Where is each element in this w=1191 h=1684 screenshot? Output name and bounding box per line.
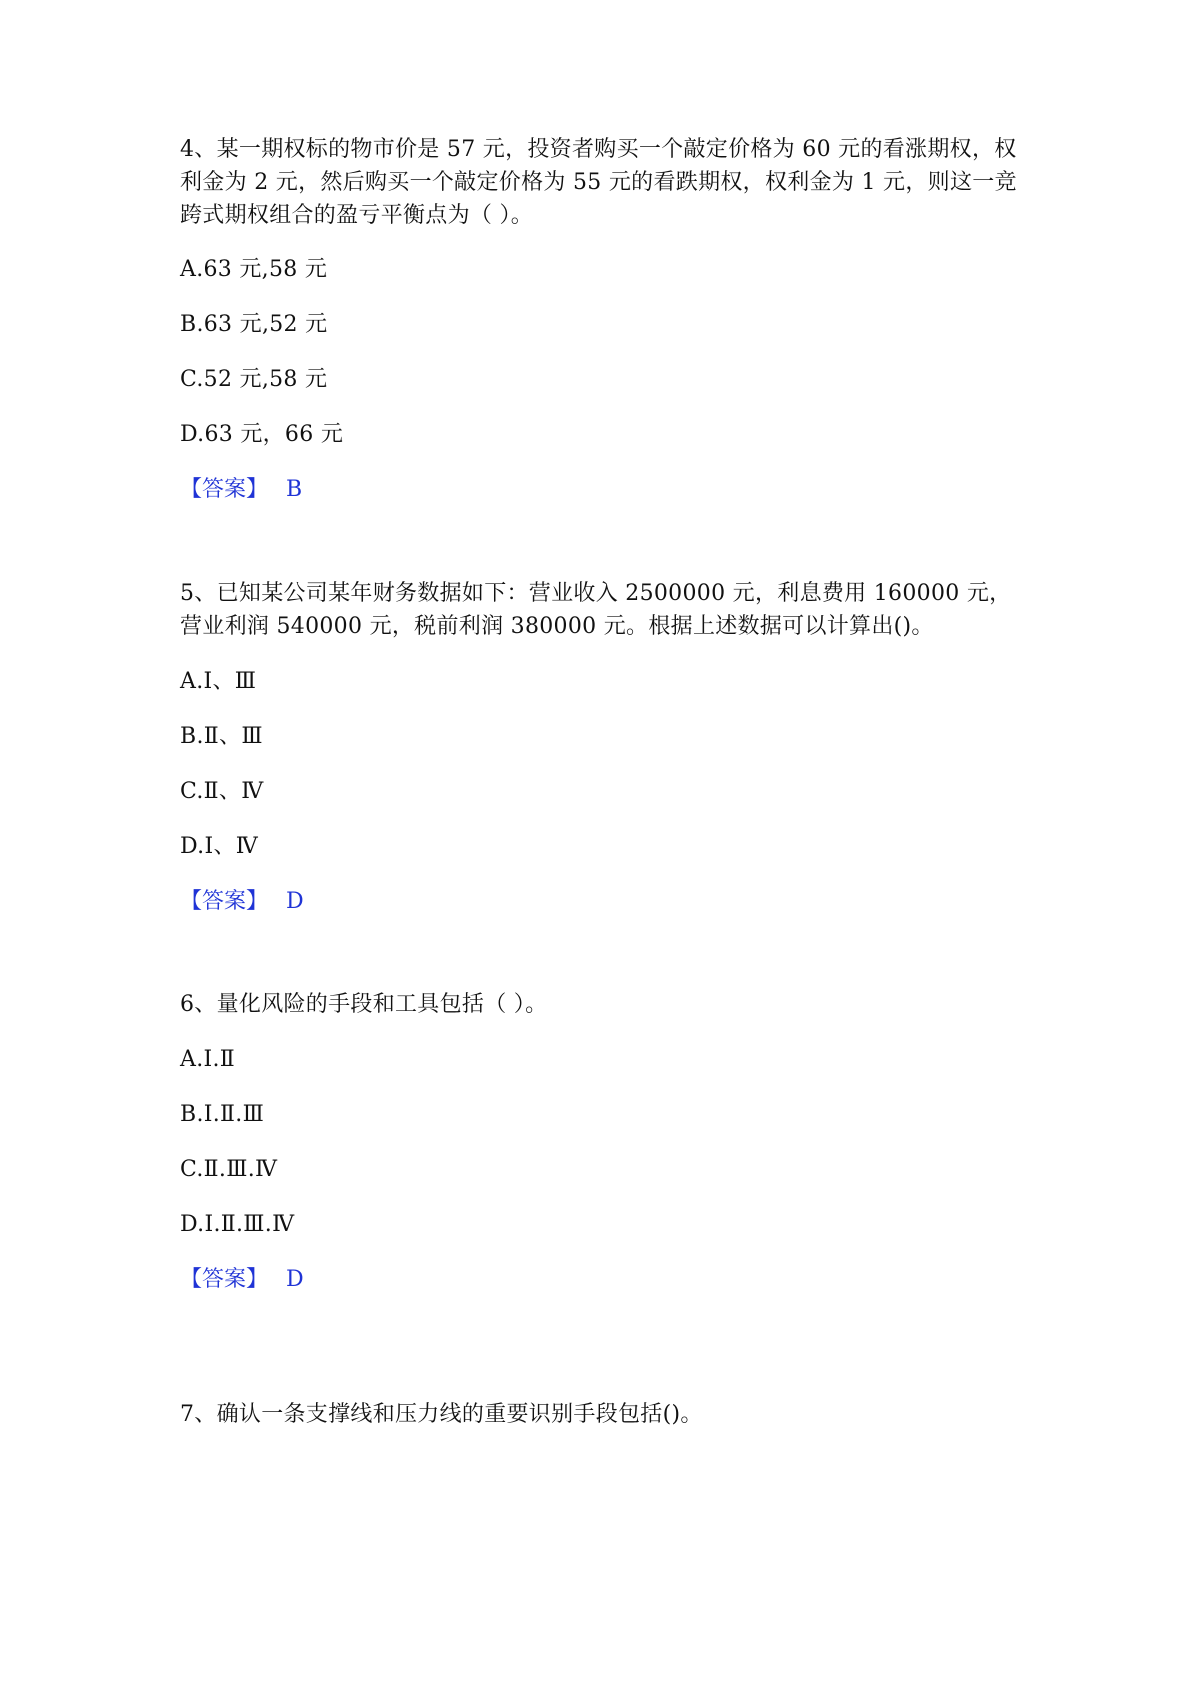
option-b: B.63 元,52 元: [180, 312, 328, 337]
question-5: [180, 577, 1020, 918]
option-b: B.Ⅰ.Ⅱ.Ⅲ: [180, 1102, 265, 1127]
answer-value: B: [286, 477, 303, 502]
answer-line: [180, 1263, 1020, 1296]
question-stem: 5、已知某公司某年财务数据如下：营业收入 2500000 元，利息费用 160000 元，营业利润 540000 元，税前利润 380000 元。根据上述数据可以计算出()。: [180, 581, 1012, 639]
answer-label: 【答案】: [180, 1267, 269, 1292]
answer-line: [180, 473, 1020, 506]
question-stem: 7、确认一条支撑线和压力线的重要识别手段包括()。: [180, 1402, 703, 1427]
answer-value: D: [286, 1267, 304, 1292]
question-stem: 4、某一期权标的物市价是 57 元，投资者购买一个敲定价格为 60 元的看涨期权，权利金为 2 元，然后购买一个敲定价格为 55 元的看跌期权，权利金为 1 元，则这一竞跨式期权组合的盈亏平衡点为（ ）。: [180, 137, 1017, 228]
question-6: [180, 988, 1020, 1296]
option-a: A.Ⅰ.Ⅱ: [180, 1047, 236, 1072]
question-4: [180, 133, 1020, 506]
option-c: C.Ⅱ.Ⅲ.Ⅳ: [180, 1157, 278, 1182]
option-a: A.Ⅰ、Ⅲ: [180, 669, 257, 694]
answer-label: 【答案】: [180, 477, 269, 502]
question-stem: 6、量化风险的手段和工具包括（ ）。: [180, 992, 548, 1017]
option-d: D.63 元，66 元: [180, 422, 344, 447]
answer-value: D: [286, 889, 304, 914]
option-d: D.Ⅰ.Ⅱ.Ⅲ.Ⅳ: [180, 1212, 295, 1237]
option-c: C.Ⅱ、Ⅳ: [180, 779, 264, 804]
option-c: C.52 元,58 元: [180, 367, 328, 392]
option-a: A.63 元,58 元: [180, 257, 328, 282]
option-b: B.Ⅱ、Ⅲ: [180, 724, 263, 749]
answer-line: [180, 885, 1020, 918]
question-7: [180, 1398, 1020, 1431]
answer-label: 【答案】: [180, 889, 269, 914]
option-d: D.Ⅰ、Ⅳ: [180, 834, 259, 859]
